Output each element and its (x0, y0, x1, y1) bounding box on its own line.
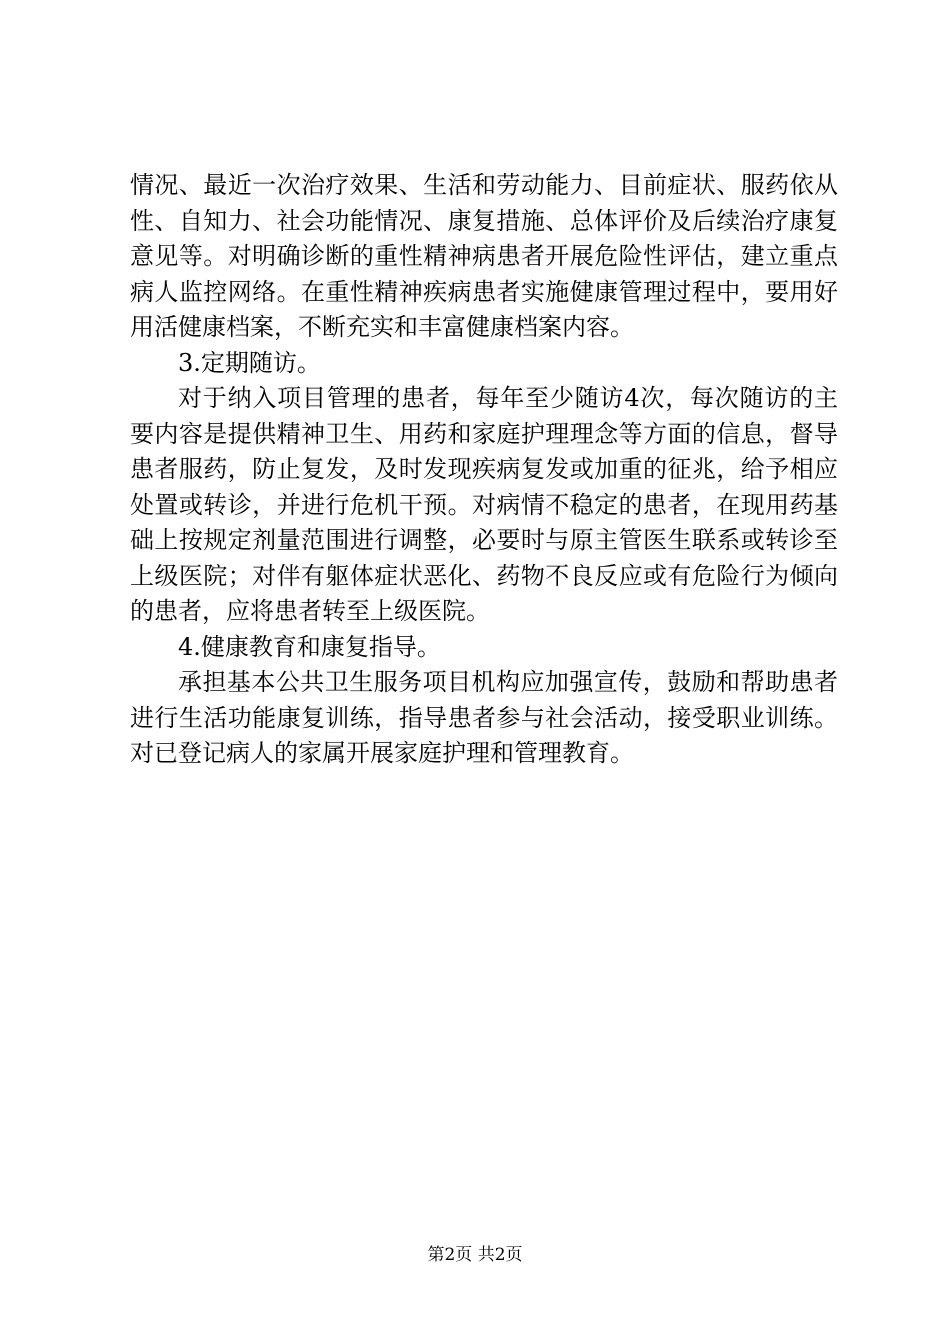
paragraph-health-education: 承担基本公共卫生服务项目机构应加强宣传，鼓励和帮助患者进行生活功能康复训练，指导患者参与社会活动，接受职业训练。对已登记病人的家属开展家庭护理和管理教育。 (130, 668, 838, 767)
paragraph-continued: 情况、最近一次治疗效果、生活和劳动能力、目前症状、服药依从性、自知力、社会功能情况、康复措施、总体评价及后续治疗康复意见等。对明确诊断的重性精神病患者开展危险性评估，建立重点病人监控网络。在重性精神疾病患者实施健康管理过程中，要用好用活健康档案，不断充实和丰富健康档案内容。 (130, 171, 838, 341)
page-number-label: 第2页 共2页 (427, 1245, 523, 1265)
paragraph-follow-up: 对于纳入项目管理的患者，每年至少随访4次，每次随访的主要内容是提供精神卫生、用药和家庭护理理念等方面的信息，督导患者服药，防止复发，及时发现疾病复发或加重的征兆，给予相应处置或转诊，并进行危机干预。对病情不稳定的患者，在现用药基础上按规定剂量范围进行调整，必要时与原主管医生联系或转诊至上级医院；对伴有躯体症状恶化、药物不良反应或有危险行为倾向的患者，应将患者转至上级医院。 (130, 384, 838, 625)
section-heading-health-education: 4.健康教育和康复指导。 (178, 632, 441, 661)
section-heading-follow-up: 3.定期随访。 (178, 348, 321, 377)
page-footer (0, 1244, 950, 1266)
document-body (130, 168, 838, 772)
